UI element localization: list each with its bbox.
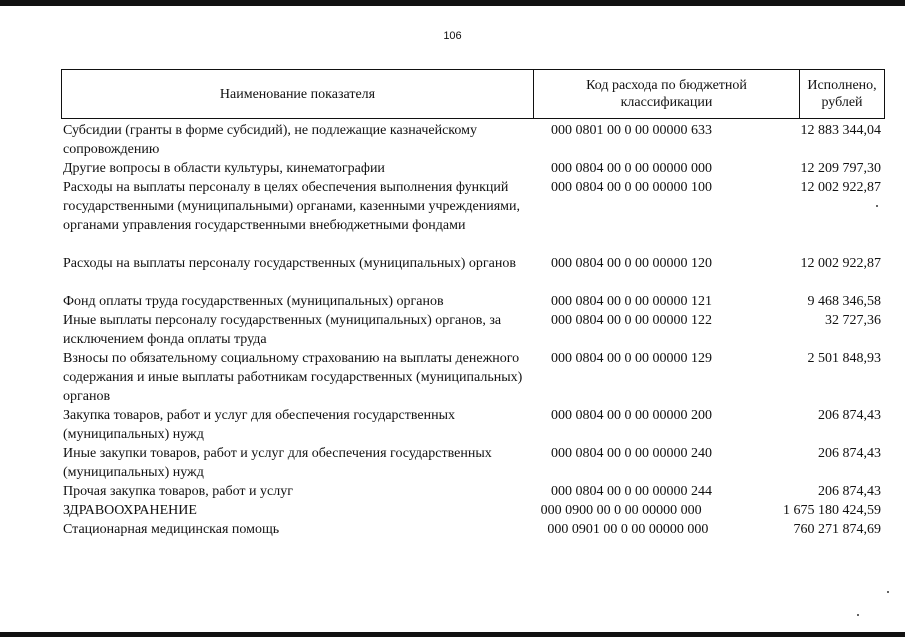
bottom-scan-border [0,632,905,637]
row-name: Субсидии (гранты в форме субсидий), не подлежащие казначейскому сопровождению [63,123,477,157]
row-code: 000 0804 00 0 00 00000 121 [551,294,712,309]
row-code: 000 0804 00 0 00 00000 120 [551,256,712,271]
table-row [61,121,885,159]
row-name: Другие вопросы в области культуры, кинематографии [63,161,385,176]
row-value: 1 675 180 424,59 [783,503,881,518]
header-name: Наименование показателя [62,70,534,118]
scan-speck [876,205,878,207]
top-scan-border [0,0,905,6]
row-value: 206 874,43 [818,446,881,461]
row-code: 000 0901 00 0 00 00000 000 [547,522,709,537]
row-name: Стационарная медицинская помощь [63,522,280,537]
row-value: 206 874,43 [818,408,881,423]
table-row [61,482,885,501]
row-value: 12 883 344,04 [800,123,881,138]
row-value: 760 271 874,69 [793,522,881,537]
row-code: 000 0900 00 0 00 00000 000 [540,503,702,518]
row-name: Взносы по обязательному социальному страхованию на выплаты денежного содержания и иные выплаты работникам государственных (муниципальных) органов [63,351,523,404]
row-code: 000 0801 00 0 00 00000 633 [551,123,712,138]
row-value: 32 727,36 [825,313,881,328]
row-code: 000 0804 00 0 00 00000 000 [551,161,712,176]
table-header [61,69,885,119]
table-row [61,406,885,444]
row-value: 12 002 922,87 [800,180,881,195]
row-name: Прочая закупка товаров, работ и услуг [63,484,293,499]
row-code: 000 0804 00 0 00 00000 240 [551,446,712,461]
row-name: Расходы на выплаты персоналу государственных (муниципальных) органов [63,256,516,271]
row-name: Иные выплаты персоналу государственных (муниципальных) органов, за исключением фонда оплаты труда [63,313,502,347]
table-row [61,254,885,292]
row-name: Иные закупки товаров, работ и услуг для обеспечения государственных (муниципальных) нужд [63,446,492,480]
header-code: Код расхода по бюджетной классификации [534,70,800,118]
row-name: ЗДРАВООХРАНЕНИЕ [63,503,197,518]
table-row [61,159,885,178]
row-name: Закупка товаров, работ и услуг для обеспечения государственных (муниципальных) нужд [63,408,456,442]
table-body [61,121,885,539]
row-code: 000 0804 00 0 00 00000 129 [551,351,712,366]
header-executed: Исполнено, рублей [807,78,877,110]
row-name: Фонд оплаты труда государственных (муниципальных) органов [63,294,444,309]
row-code: 000 0804 00 0 00 00000 122 [551,313,712,328]
scan-speck [887,591,889,593]
row-code: 000 0804 00 0 00 00000 200 [551,408,712,423]
table-row [61,292,885,311]
table-row [61,444,885,482]
row-value: 9 468 346,58 [807,294,881,309]
table-row [61,178,885,254]
row-name: Расходы на выплаты персоналу в целях обеспечения выполнения функций государственными (муниципальными) органами, казенными учреждениями, органами управления государственными внебюджетными фондами [63,180,520,233]
scan-speck [857,614,859,616]
row-value: 12 209 797,30 [800,161,881,176]
table-row [61,349,885,406]
table-row [61,501,885,520]
page-number: 106 [443,30,462,42]
row-code: 000 0804 00 0 00 00000 244 [551,484,712,499]
row-value: 206 874,43 [818,484,881,499]
row-value: 12 002 922,87 [800,256,881,271]
table-row [61,311,885,349]
row-value: 2 501 848,93 [807,351,881,366]
table-row [61,520,885,539]
row-code: 000 0804 00 0 00 00000 100 [551,180,712,195]
